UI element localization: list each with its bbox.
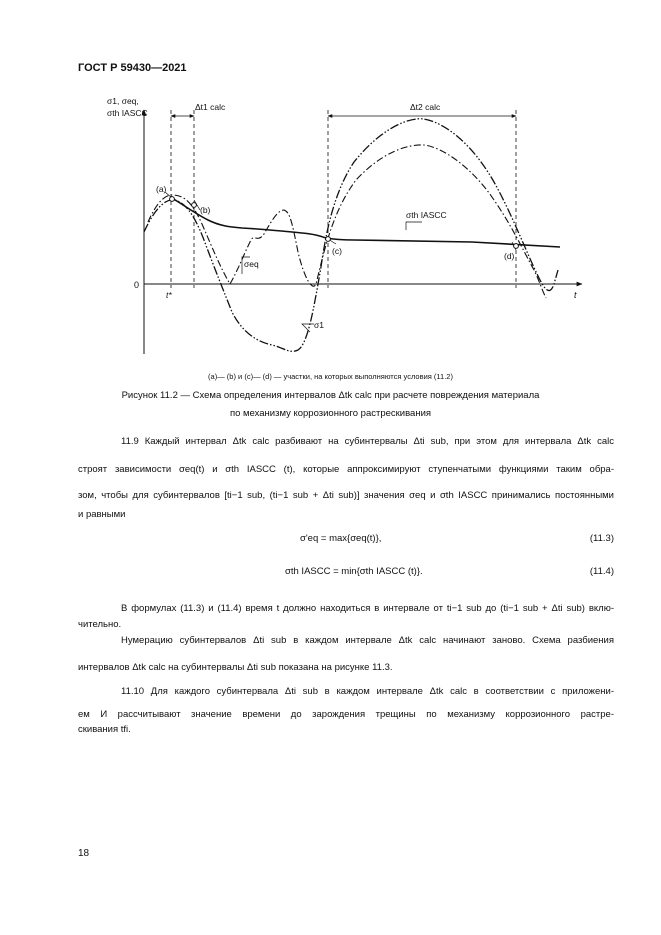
equation-11-3: σ'eq = max{σeq(t)}, (300, 533, 382, 544)
figure-11-2-diagram (92, 92, 592, 364)
interval1-label: Δt1 calc (195, 102, 226, 112)
equation-11-4-number: (11.4) (589, 566, 614, 577)
point-d-label: (d) (504, 251, 515, 261)
equation-11-3-number: (11.3) (589, 533, 614, 544)
origin-label: 0 (134, 280, 140, 290)
para-formulas-line1: В формулах (11.3) и (11.4) время t должно находиться в интервале от ti−1 sub до (ti−1 sub + Δti sub) вклю- (121, 603, 614, 614)
sigma-th-curve (148, 145, 546, 298)
point-b-label: (b) (200, 205, 211, 215)
sigma-1-label: σ1 (314, 320, 324, 330)
para-formulas-line2: чительно. (78, 619, 122, 630)
y-axis-label-1: σ1, σeq, (107, 96, 139, 106)
sigma-th-label: σth IASCC (406, 210, 447, 220)
para-11-10-line1: 11.10 Для каждого субинтервала Δti sub в каждом интервале Δtk calc в соответствии с приложени- (121, 686, 614, 697)
figure-caption-line1: Рисунок 11.2 — Схема определения интервалов Δtk calc при расчете повреждения материала (121, 390, 540, 401)
sigma-eq-label: σeq (244, 259, 259, 269)
point-a (170, 197, 175, 202)
para-11-9-line2: строят зависимости σeq(t) и σth IASCC (t), которые аппроксимируют ступенчатыми функциями таким обра- (78, 464, 614, 475)
point-d (514, 244, 519, 249)
sigma-eq-curve (172, 198, 560, 247)
x-axis-label: t (574, 290, 577, 300)
figure-caption-line2: по механизму коррозионного растрескивания (229, 408, 432, 419)
para-11-10-line2: ем И рассчитывают значение времени до зарождения трещины по механизму коррозионного растре- (78, 709, 614, 720)
para-numbering-line1: Нумерацию субинтервалов Δti sub в каждом интервале Δtk calc начинают заново. Схема разбиения (121, 635, 614, 646)
interval2-label: Δt2 calc (410, 102, 441, 112)
para-11-9-line4: и равными (78, 509, 126, 520)
point-b (192, 203, 197, 208)
equation-11-4: σth IASCC = min{σth IASCC (t)}. (285, 566, 423, 577)
sigma-1-curve (144, 119, 558, 352)
point-a-label: (a) (156, 184, 167, 194)
figure-note: (a)— (b) и (c)— (d) — участки, на которых выполняются условия (11.2) (208, 372, 453, 381)
para-numbering-line2: интервалов Δtk calc на субинтервалы Δti sub показана на рисунке 11.3. (78, 662, 393, 673)
y-axis-label-2: σth IASCC (107, 108, 148, 118)
para-11-10-line3: скивания tfi. (78, 724, 131, 735)
tstar-label: t* (166, 290, 172, 300)
page-number: 18 (78, 848, 90, 859)
para-11-9-line1: 11.9 Каждый интервал Δtk calc разбивают на субинтервалы Δti sub, при этом для интервала Δtk calc (121, 436, 614, 447)
para-11-9-line3: зом, чтобы для субинтервалов [ti−1 sub, (ti−1 sub + Δti sub)] значения σeq и σth IASCC принимались постоянными (78, 490, 614, 501)
point-c (326, 237, 331, 242)
document-header: ГОСТ Р 59430—2021 (78, 62, 187, 74)
point-c-label: (c) (332, 246, 342, 256)
